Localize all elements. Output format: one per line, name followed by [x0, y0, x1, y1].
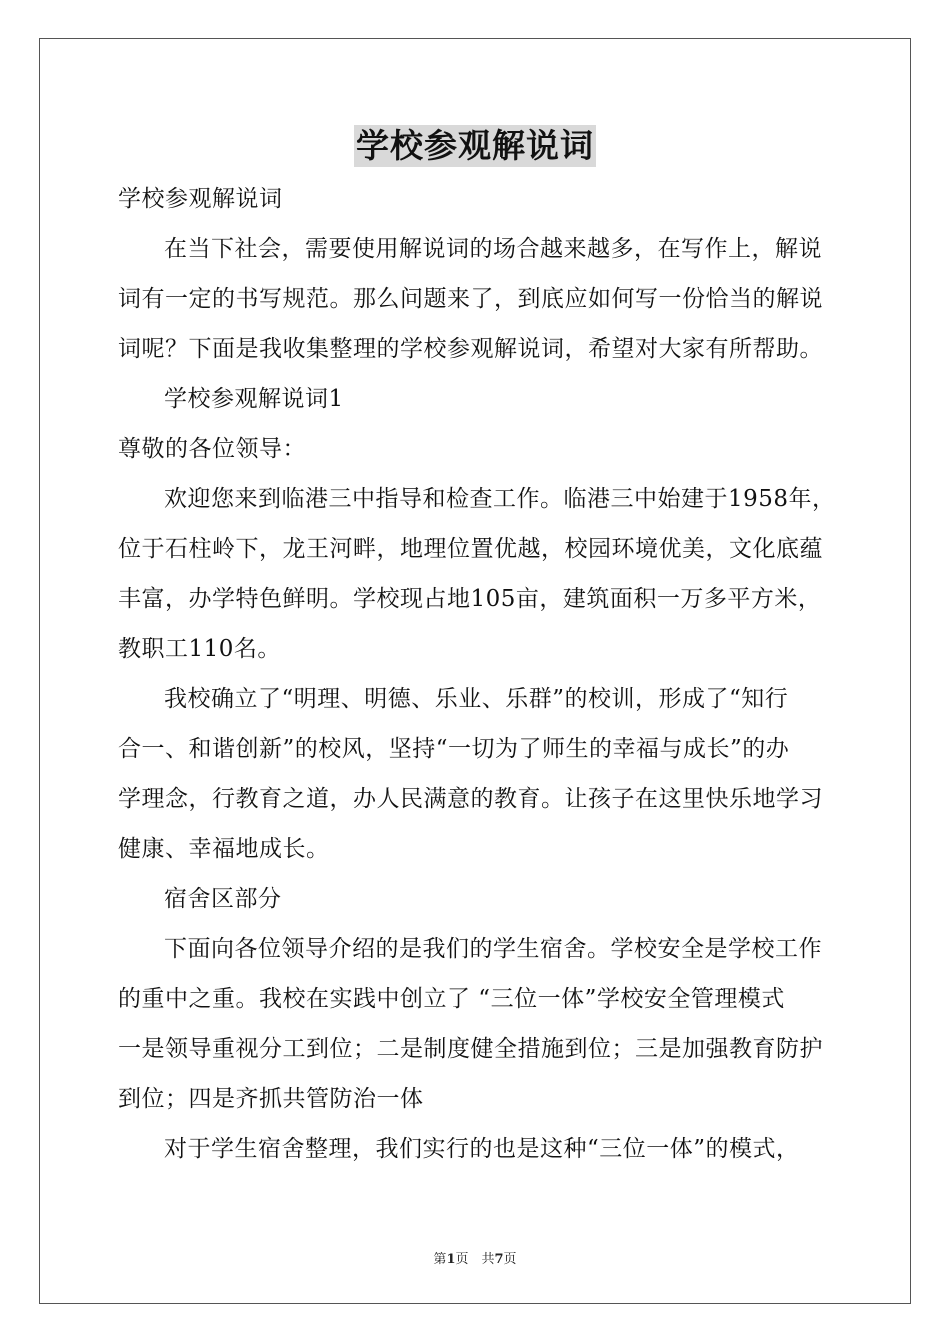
paragraph-line: 词有一定的书写规范。那么问题来了，到底应如何写一份恰当的解说 [118, 286, 823, 312]
paragraph-line: 的重中之重。我校在实践中创立了 “三位一体”学校安全管理模式 [118, 986, 785, 1012]
footer-prefix: 第 [433, 1252, 447, 1267]
paragraph-line: 合一、和谐创新”的校风，坚持“一切为了师生的幸福与成长”的办 [118, 736, 790, 762]
footer-suffix: 页 [503, 1252, 517, 1267]
footer-mid: 页 共 [455, 1252, 495, 1267]
page-border [39, 38, 911, 1304]
section-heading: 宿舍区部分 [164, 886, 282, 912]
current-page-number: 1 [446, 1252, 456, 1267]
paragraph-line: 到位；四是齐抓共管防治一体 [118, 1086, 424, 1112]
paragraph-line: 下面向各位领导介绍的是我们的学生宿舍。学校安全是学校工作 [164, 936, 822, 962]
page-footer [0, 1248, 950, 1267]
title-container [0, 125, 950, 167]
paragraph-line: 健康、幸福地成长。 [118, 836, 330, 862]
salutation-line: 尊敬的各位领导： [118, 436, 306, 462]
paragraph-line: 丰富，办学特色鲜明。学校现占地105亩，建筑面积一万多平方米， [118, 586, 822, 612]
paragraph-line: 词呢？下面是我收集整理的学校参观解说词，希望对大家有所帮助。 [118, 336, 823, 362]
section-heading: 学校参观解说词1 [164, 386, 344, 412]
total-page-number: 7 [494, 1252, 504, 1267]
paragraph-line: 教职工110名。 [118, 636, 281, 662]
paragraph-line: 对于学生宿舍整理，我们实行的也是这种“三位一体”的模式， [164, 1136, 800, 1162]
paragraph-line: 在当下社会，需要使用解说词的场合越来越多，在写作上，解说 [164, 236, 822, 262]
paragraph-line: 我校确立了“明理、明德、乐业、乐群”的校训，形成了“知行 [164, 686, 789, 712]
document-title: 学校参观解说词 [356, 126, 594, 165]
paragraph-line: 学理念，行教育之道，办人民满意的教育。让孩子在这里快乐地学习 [118, 786, 823, 812]
paragraph-line: 欢迎您来到临港三中指导和检查工作。临港三中始建于1958年， [164, 486, 836, 512]
subtitle-line: 学校参观解说词 [118, 186, 283, 212]
paragraph-line: 位于石柱岭下，龙王河畔，地理位置优越，校园环境优美，文化底蕴 [118, 536, 823, 562]
paragraph-line: 一是领导重视分工到位；二是制度健全措施到位；三是加强教育防护 [118, 1036, 823, 1062]
